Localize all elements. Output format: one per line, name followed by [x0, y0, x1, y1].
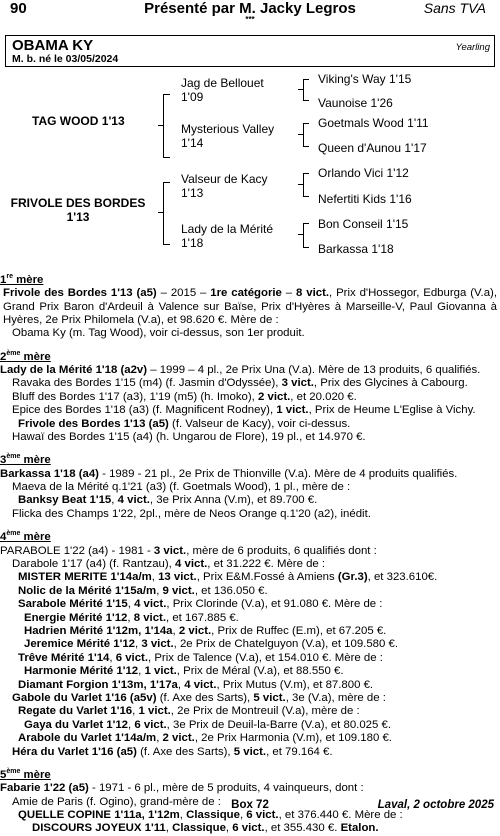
dam-line-text [0, 270, 500, 836]
section-heading-dam2: 2ème mère [0, 349, 51, 363]
lot-number: 90 [10, 0, 27, 17]
section-heading-dam5: 5ème mère [0, 768, 51, 781]
dam5-produce: QUELLE COPINE 1'11a, 1'12m, Classique, 6 vict., et 376.440 €. Mère de : [18, 809, 403, 822]
dam3-produce: Maeva de la Mérité q.1'21 (a3) (f. Goetmals Wood), 1 pl., mère de : [12, 481, 351, 494]
pedigree-g3: Queen d'Aunou 1'17 [318, 141, 427, 155]
pedigree-dam: FRIVOLE DES BORDES 1'13 [10, 196, 146, 224]
page-header [0, 0, 500, 24]
bracket-g3-2 [303, 123, 309, 147]
dam2-produce: Frivole des Bordes 1'13 (a5) (f. Valseur de Kacy), voir ci-dessus. [18, 417, 351, 430]
dam4-produce: Héra du Varlet 1'16 (a5) (f. Axe des Sarts), 5 vict., et 79.164 €. [12, 745, 333, 758]
bracket-sire-tick [158, 125, 163, 126]
dam4-produce: Trêve Mérité 1'14, 6 vict., Prix de Talence (V.a), et 154.010 €. Mère de : [18, 651, 383, 664]
pedigree-sire-dam: Mysterious Valley 1'14 [181, 122, 275, 150]
dam4-produce: Darabole 1'17 (a4) (f. Rantzau), 4 vict., et 31.222 €. Mère de : [12, 557, 326, 570]
pedigree-g3: Viking's Way 1'15 [318, 72, 412, 86]
pedigree-dam-dam: Lady de la Mérité 1'18 [181, 222, 274, 250]
page-footer [0, 799, 500, 813]
bracket-g3-4 [303, 223, 309, 248]
dam4-produce: Nolic de la Mérité 1'15a/m, 9 vict., et 136.050 €. [18, 584, 268, 597]
pedigree-g3: Nefertiti Kids 1'16 [318, 192, 412, 206]
dam2-produce: Ravaka des Bordes 1'15 (m4) (f. Jasmin d'Odyssée), 3 vict., Prix des Glycines à Cabourg. [12, 377, 468, 390]
pedigree-g3: Orlando Vici 1'12 [318, 166, 409, 180]
pedigree-g3: Vaunoise 1'26 [318, 96, 393, 110]
sale-date: Laval, 2 octobre 2025 [377, 799, 494, 811]
horse-title-box [5, 35, 495, 67]
dam4-produce: Harmonie Mérité 1'12, 1 vict., Prix de Méral (V.a), et 88.550 €. [24, 665, 344, 678]
horse-name: OBAMA KY [12, 37, 94, 54]
dam4-intro: PARABOLE 1'22 (a4) - 1981 - 3 vict., mère de 6 produits, 6 qualifiés dont : [0, 544, 377, 557]
bracket-g3-1-tick [298, 89, 303, 90]
bracket-g3-2-tick [298, 134, 303, 135]
dam5-intro: Fabarie 1'22 (a5) - 1971 - 6 pl., mère de 5 produits, 4 vainqueurs, dont : [0, 782, 364, 795]
dam4-produce: Arabole du Varlet 1'14a/m, 2 vict., 2e Prix Harmonia (V.m), et 109.180 €. [18, 732, 392, 745]
dam4-produce: Hadrien Mérité 1'12m, 1'14a, 2 vict., Prix de Ruffec (E.m), et 67.205 €. [24, 624, 387, 637]
dam1-produce: Obama Ky (m. Tag Wood), voir ci-dessus, son 1er produit. [12, 327, 305, 340]
pedigree-g3: Barkassa 1'18 [318, 242, 394, 256]
dam3-produce: Banksy Beat 1'15, 4 vict., 3e Prix Anna (V.m), et 89.700 €. [18, 494, 318, 507]
dam5-produce: Amie de Paris (f. Ogino), grand-mère de : [12, 795, 221, 808]
dam5-produce: DISCOURS JOYEUX 1'11, Classique, 6 vict., et 355.430 €. Etalon. [32, 822, 379, 835]
pedigree-g3: Goetmals Wood 1'11 [318, 116, 429, 130]
pedigree-dam-sire: Valseur de Kacy 1'13 [181, 172, 268, 200]
bracket-dam [163, 182, 170, 245]
bracket-sire [163, 94, 170, 158]
section-heading-dam1: 1re mère [0, 273, 44, 286]
dam4-produce: Gabole du Varlet 1'16 (a5v) (f. Axe des Sarts), 5 vict., 3e (V.a), mère de : [12, 691, 386, 704]
pedigree-g3: Bon Conseil 1'15 [318, 217, 409, 231]
section-heading-dam4: 4ème mère [0, 530, 51, 544]
tax-status: Sans TVA [423, 0, 486, 16]
horse-details: M. b. né le 03/05/2024 [12, 53, 119, 65]
dam3-intro: Barkassa 1'18 (a4) - 1989 - 21 pl., 2e Prix de Thionville (V.a). Mère de 4 produits qualifiés. [0, 467, 458, 480]
header-stars: *** [245, 15, 255, 24]
dam4-produce: MISTER MERITE 1'14a/m, 13 vict., Prix E&M.Fossé à Amiens (Gr.3), et 323.610€. [18, 571, 438, 584]
bracket-g3-1 [303, 79, 309, 101]
dam2-produce: Epice des Bordes 1'18 (a3) (f. Magnificent Rodney), 1 vict., Prix de Heume L'Eglise à Vichy. [12, 404, 476, 417]
dam3-produce: Flicka des Champs 1'22, 2pl., mère de Neos Orange q.1'20 (a2), inédit. [12, 507, 371, 520]
pedigree-sire-sire: Jag de Bellouet 1'09 [181, 76, 264, 104]
age-category: Yearling [455, 42, 490, 53]
bracket-g3-3-tick [298, 184, 303, 185]
pedigree-sire: TAG WOOD 1'13 [32, 114, 125, 128]
bracket-g3-4-tick [298, 234, 303, 235]
dam2-produce: Bluff des Bordes 1'17 (a3), 1'19 (m5) (h. Imoko), 2 vict., et 20.020 €. [12, 390, 357, 403]
dam4-produce: Energie Mérité 1'12, 8 vict., et 167.885 €. [24, 611, 239, 624]
dam2-produce: Hawaï des Bordes 1'15 (a4) (h. Ungarou de Flore), 19 pl., et 14.970 €. [12, 431, 366, 444]
dam1-paragraph: Frivole des Bordes 1'13 (a5) – 2015 – 1re catégorie – 8 vict., Prix d'Hossegor, Edburga (V.a), Grand Prix Baron d'Ardeuil à Valence sur Baïse, Prix d'Hyères à Marseille-V, Paul Giovanna à Hyères, 2e Prix Philomela (V.a), et 98.620 €. Mère de : [3, 287, 498, 327]
presenter-title: Présenté par M. Jacky Legros [144, 0, 356, 17]
dam4-produce: Jeremice Mérité 1'12, 3 vict., 2e Prix de Chatelguyon (V.a), et 109.580 €. [24, 638, 399, 651]
dam2-intro: Lady de la Mérité 1'18 (a2v) – 1999 – 4 pl., 2e Prix Una (V.a). Mère de 13 produits, 6 qualifiés. [0, 364, 481, 377]
bracket-dam-tick [158, 212, 163, 213]
dam4-produce: Diamant Forgion 1'13m, 1'17a, 4 vict., Prix Mutus (V.m), et 87.800 €. [18, 678, 374, 691]
dam4-produce: Regate du Varlet 1'16, 1 vict., 2e Prix de Montreuil (V.a), mère de : [18, 705, 360, 718]
section-heading-dam3: 3ème mère [0, 453, 51, 467]
dam4-produce: Gaya du Varlet 1'12, 6 vict., 3e Prix de Deuil-la-Barre (V.a), et 80.025 €. [24, 718, 392, 731]
box-number: Box 72 [231, 799, 269, 811]
bracket-g3-3 [303, 173, 309, 197]
dam4-produce: Sarabole Mérité 1'15, 4 vict., Prix Clorinde (V.a), et 91.080 €. Mère de : [18, 598, 383, 611]
